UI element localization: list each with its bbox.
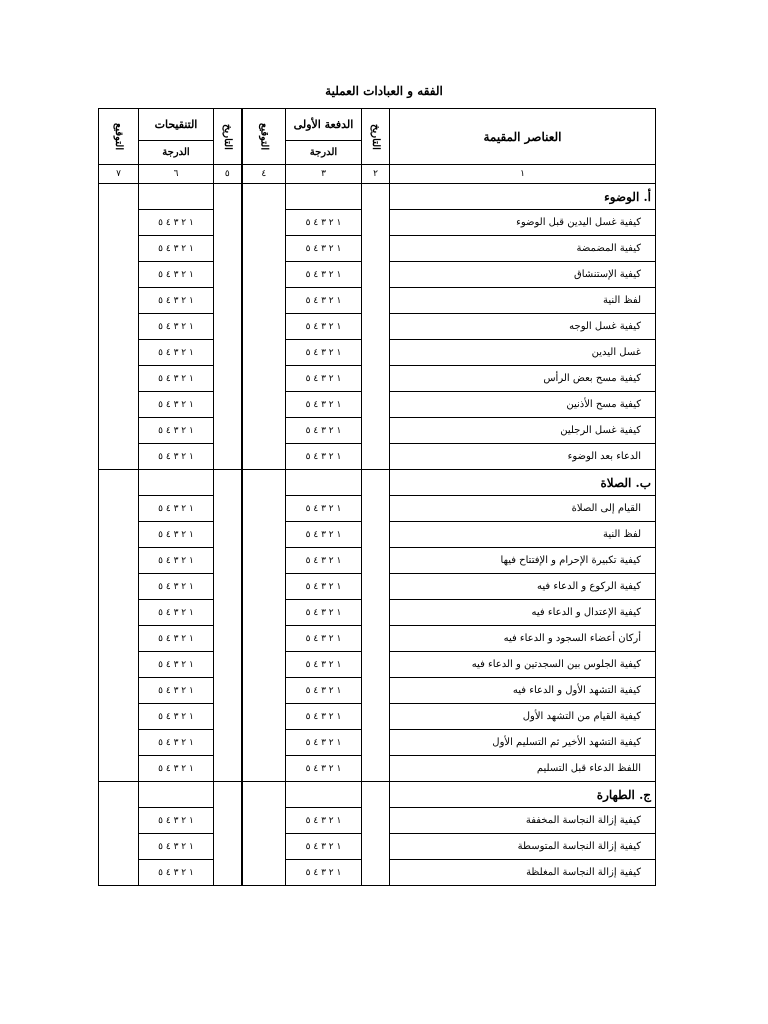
revision-score: ١ ٢ ٣ ٤ ٥: [139, 340, 214, 366]
first-batch-score: ١ ٢ ٣ ٤ ٥: [286, 574, 362, 600]
revision-score: ١ ٢ ٣ ٤ ٥: [139, 392, 214, 418]
date-header-2: التاريخ: [214, 109, 242, 165]
revision-score: ١ ٢ ٣ ٤ ٥: [139, 600, 214, 626]
first-batch-score: ١ ٢ ٣ ٤ ٥: [286, 366, 362, 392]
date-header-1: التاريخ: [362, 109, 390, 165]
first-batch-score: ١ ٢ ٣ ٤ ٥: [286, 236, 362, 262]
criteria-label: كيفية القيام من التشهد الأول: [390, 704, 656, 730]
section-title: ج. الطهارة: [390, 782, 656, 808]
criteria-label: لفظ النية: [390, 288, 656, 314]
revision-score: ١ ٢ ٣ ٤ ٥: [139, 860, 214, 886]
first-batch-score: ١ ٢ ٣ ٤ ٥: [286, 314, 362, 340]
criteria-label: كيفية مسح الأذنين: [390, 392, 656, 418]
first-batch-score: ١ ٢ ٣ ٤ ٥: [286, 808, 362, 834]
revision-score: ١ ٢ ٣ ٤ ٥: [139, 756, 214, 782]
first-batch-score: ١ ٢ ٣ ٤ ٥: [286, 756, 362, 782]
first-batch-score: ١ ٢ ٣ ٤ ٥: [286, 834, 362, 860]
grade-cell: [286, 184, 362, 210]
criteria-label: كيفية مسح بعض الرأس: [390, 366, 656, 392]
criteria-label: كيفية الركوع و الدعاء فيه: [390, 574, 656, 600]
criteria-label: كيفية التشهد الأول و الدعاء فيه: [390, 678, 656, 704]
criteria-label: اللفظ الدعاء قبل التسليم: [390, 756, 656, 782]
first-batch-score: ١ ٢ ٣ ٤ ٥: [286, 860, 362, 886]
revision-score: ١ ٢ ٣ ٤ ٥: [139, 522, 214, 548]
criteria-label: كيفية إزالة النجاسة المغلظة: [390, 860, 656, 886]
section-title: ب. الصلاة: [390, 470, 656, 496]
revision-score: ١ ٢ ٣ ٤ ٥: [139, 444, 214, 470]
col-number: ٧: [99, 165, 139, 184]
col-number: ٥: [214, 165, 242, 184]
criteria-label: كيفية إزالة النجاسة المخففة: [390, 808, 656, 834]
criteria-label: كيفية الإعتدال و الدعاء فيه: [390, 600, 656, 626]
revision-score: ١ ٢ ٣ ٤ ٥: [139, 210, 214, 236]
section-row: [99, 184, 656, 210]
first-batch-score: ١ ٢ ٣ ٤ ٥: [286, 392, 362, 418]
criteria-label: كيفية التشهد الأخير ثم التسليم الأول: [390, 730, 656, 756]
criteria-label: كيفية الجلوس بين السجدتين و الدعاء فيه: [390, 652, 656, 678]
revision-score: ١ ٢ ٣ ٤ ٥: [139, 574, 214, 600]
revision-score: ١ ٢ ٣ ٤ ٥: [139, 704, 214, 730]
revision-score: ١ ٢ ٣ ٤ ٥: [139, 314, 214, 340]
signature-cell: [99, 470, 139, 782]
revision-score: ١ ٢ ٣ ٤ ٥: [139, 626, 214, 652]
revision-score: ١ ٢ ٣ ٤ ٥: [139, 496, 214, 522]
date-cell: [362, 184, 390, 470]
criteria-label: لفظ النية: [390, 522, 656, 548]
first-batch-score: ١ ٢ ٣ ٤ ٥: [286, 340, 362, 366]
first-batch-score: ١ ٢ ٣ ٤ ٥: [286, 288, 362, 314]
evaluation-table-container: [98, 108, 655, 886]
first-batch-score: ١ ٢ ٣ ٤ ٥: [286, 496, 362, 522]
grade-cell: [286, 782, 362, 808]
grade-header-2: الدرجة: [139, 141, 214, 165]
first-batch-score: ١ ٢ ٣ ٤ ٥: [286, 652, 362, 678]
signature-cell: [99, 782, 139, 886]
criteria-label: كيفية تكبيرة الإحرام و الإفتتاح فيها: [390, 548, 656, 574]
revision-score: ١ ٢ ٣ ٤ ٥: [139, 730, 214, 756]
criteria-label: كيفية المضمضة: [390, 236, 656, 262]
col-number: ٣: [286, 165, 362, 184]
first-batch-header: الدفعة الأولى: [286, 109, 362, 141]
revision-score: ١ ٢ ٣ ٤ ٥: [139, 288, 214, 314]
section-title: أ. الوضوء: [390, 184, 656, 210]
grade-cell: [139, 470, 214, 496]
revisions-header: التنقيحات: [139, 109, 214, 141]
revision-score: ١ ٢ ٣ ٤ ٥: [139, 678, 214, 704]
criteria-label: كيفية غسل اليدين قبل الوضوء: [390, 210, 656, 236]
date-cell: [362, 470, 390, 782]
grade-header-1: الدرجة: [286, 141, 362, 165]
page-title: الفقه و العبادات العملية: [325, 84, 443, 98]
criteria-label: كيفية غسل الرجلين: [390, 418, 656, 444]
revision-score: ١ ٢ ٣ ٤ ٥: [139, 548, 214, 574]
first-batch-score: ١ ٢ ٣ ٤ ٥: [286, 210, 362, 236]
first-batch-score: ١ ٢ ٣ ٤ ٥: [286, 600, 362, 626]
revision-score: ١ ٢ ٣ ٤ ٥: [139, 366, 214, 392]
date-cell: [362, 782, 390, 886]
col-number: ١: [390, 165, 656, 184]
revision-score: ١ ٢ ٣ ٤ ٥: [139, 418, 214, 444]
first-batch-score: ١ ٢ ٣ ٤ ٥: [286, 730, 362, 756]
first-batch-score: ١ ٢ ٣ ٤ ٥: [286, 704, 362, 730]
grade-cell: [286, 470, 362, 496]
first-batch-score: ١ ٢ ٣ ٤ ٥: [286, 678, 362, 704]
revision-score: ١ ٢ ٣ ٤ ٥: [139, 834, 214, 860]
revision-score: ١ ٢ ٣ ٤ ٥: [139, 808, 214, 834]
signature-cell: [99, 184, 139, 470]
column-number-row: [99, 165, 656, 184]
date-cell: [214, 782, 242, 886]
criteria-label: الدعاء بعد الوضوء: [390, 444, 656, 470]
first-batch-score: ١ ٢ ٣ ٤ ٥: [286, 262, 362, 288]
first-batch-score: ١ ٢ ٣ ٤ ٥: [286, 444, 362, 470]
grade-cell: [139, 184, 214, 210]
first-batch-score: ١ ٢ ٣ ٤ ٥: [286, 522, 362, 548]
criteria-header: العناصر المقيمة: [390, 109, 656, 165]
first-batch-score: ١ ٢ ٣ ٤ ٥: [286, 626, 362, 652]
criteria-label: كيفية الإستنشاق: [390, 262, 656, 288]
section-row: [99, 470, 656, 496]
section-row: [99, 782, 656, 808]
first-batch-score: ١ ٢ ٣ ٤ ٥: [286, 548, 362, 574]
criteria-label: كيفية غسل الوجه: [390, 314, 656, 340]
criteria-label: كيفية إزالة النجاسة المتوسطة: [390, 834, 656, 860]
criteria-label: القيام إلى الصلاة: [390, 496, 656, 522]
grade-cell: [139, 782, 214, 808]
revision-score: ١ ٢ ٣ ٤ ٥: [139, 236, 214, 262]
revision-score: ١ ٢ ٣ ٤ ٥: [139, 652, 214, 678]
date-cell: [214, 184, 242, 470]
criteria-label: غسل اليدين: [390, 340, 656, 366]
signature-cell: [242, 782, 286, 886]
col-number: ٦: [139, 165, 214, 184]
signature-cell: [242, 470, 286, 782]
criteria-label: أركان أعضاء السجود و الدعاء فيه: [390, 626, 656, 652]
date-cell: [214, 470, 242, 782]
signature-cell: [242, 184, 286, 470]
evaluation-table: [98, 108, 656, 886]
first-batch-score: ١ ٢ ٣ ٤ ٥: [286, 418, 362, 444]
signature-header-1: التوقيع: [242, 109, 286, 165]
col-number: ٢: [362, 165, 390, 184]
signature-header-2: التوقيع: [99, 109, 139, 165]
revision-score: ١ ٢ ٣ ٤ ٥: [139, 262, 214, 288]
col-number: ٤: [242, 165, 286, 184]
